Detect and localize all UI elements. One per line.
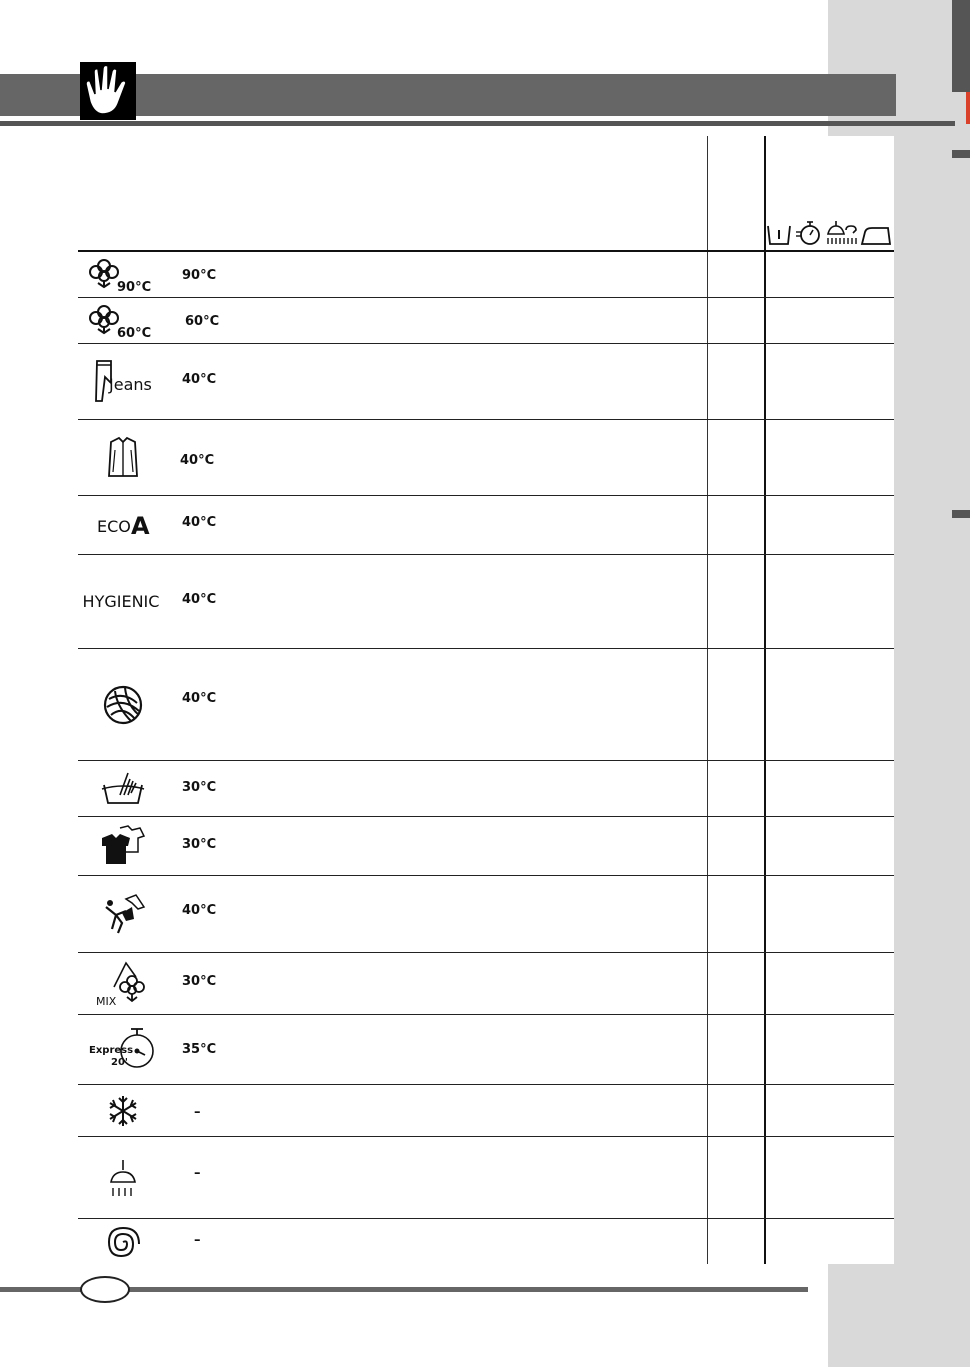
temperature-value: 40°C [182, 372, 217, 387]
svg-text:Jeans: Jeans [109, 374, 152, 394]
table-row [78, 1219, 894, 1264]
svg-text:20': 20' [111, 1056, 128, 1068]
svg-text:A: A [131, 512, 150, 540]
hand-wash-icon [78, 761, 168, 816]
hygienic-icon: HYGIENIC [82, 592, 160, 611]
hand-icon [80, 62, 136, 120]
temperature-value: 40°C [182, 903, 217, 918]
table-row [78, 761, 894, 817]
temperature-value: – [194, 1166, 201, 1181]
wool-icon [78, 649, 168, 760]
table-row [78, 298, 894, 344]
dark-clothes-icon [78, 817, 168, 875]
svg-text:90°C: 90°C [117, 279, 152, 295]
express-20-icon [78, 1015, 168, 1084]
eco-icon [78, 496, 168, 554]
temperature-value: 40°C [182, 515, 217, 530]
svg-text:ECO: ECO [97, 517, 131, 536]
page-edge-marker [952, 510, 970, 518]
header-rule [0, 121, 955, 126]
sports-icon [78, 876, 168, 952]
shirt-icon [78, 420, 168, 495]
rinse-hold-icon [828, 221, 856, 244]
svg-text:60°C: 60°C [117, 325, 152, 341]
spin-icon [78, 1219, 168, 1264]
rinse-icon [78, 1137, 168, 1218]
table-row [78, 496, 894, 555]
cotton-90-icon [78, 252, 168, 297]
table-row [78, 1085, 894, 1137]
svg-text:MIX: MIX [96, 994, 117, 1008]
table-row [78, 420, 894, 496]
temperature-value: 40°C [182, 592, 217, 607]
svg-text:Express: Express [89, 1044, 134, 1056]
temperature-value: 90°C [182, 268, 217, 283]
temperature-value: 30°C [182, 974, 217, 989]
cotton-60-icon [78, 298, 168, 343]
temperature-value: 30°C [182, 780, 217, 795]
page-edge-tab [952, 0, 970, 92]
page-edge-marker [952, 150, 970, 158]
table-row [78, 1015, 894, 1085]
table-row [78, 876, 894, 953]
jeans-icon [78, 344, 168, 419]
mix-icon [78, 953, 168, 1014]
table-row [78, 649, 894, 761]
header-symbols [766, 218, 892, 248]
temperature-value: 40°C [180, 453, 215, 468]
table-row [78, 252, 894, 298]
timer-icon [796, 222, 819, 244]
temperature-value: – [194, 1105, 201, 1120]
table-row [78, 953, 894, 1015]
iron-icon [862, 228, 890, 244]
cold-icon [78, 1085, 168, 1136]
table-row [78, 817, 894, 876]
page-edge-accent [966, 92, 970, 124]
temperature-value: – [194, 1233, 201, 1248]
table-row [78, 1137, 894, 1219]
temperature-value: 30°C [182, 837, 217, 852]
table-row [78, 344, 894, 420]
table-row [78, 555, 894, 649]
temperature-value: 60°C [185, 314, 220, 329]
prewash-icon [768, 226, 790, 244]
temperature-value: 40°C [182, 691, 217, 706]
temperature-value: 35°C [182, 1042, 217, 1057]
page-number-badge [80, 1276, 130, 1303]
